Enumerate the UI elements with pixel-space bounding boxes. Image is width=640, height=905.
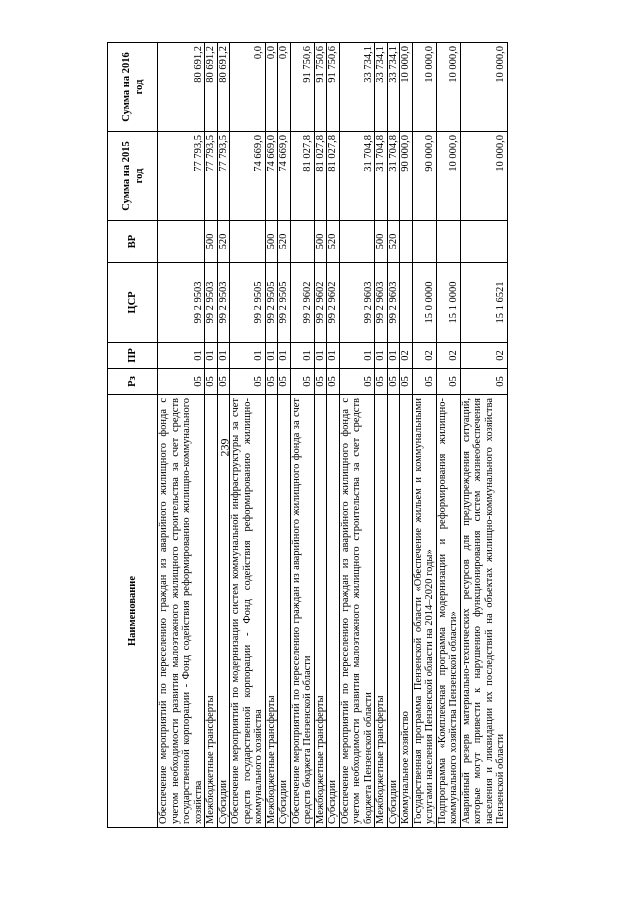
row-sum-2015: 31 704,8 xyxy=(387,132,400,221)
row-pr: 01 xyxy=(158,343,205,369)
row-csr: 99 2 9505 xyxy=(230,263,266,343)
row-csr: 99 2 9603 xyxy=(339,263,375,343)
col-header-name: Наименование xyxy=(108,395,158,828)
table-row xyxy=(375,43,388,828)
row-rz: 05 xyxy=(290,369,314,395)
col-header-csr: ЦСР xyxy=(108,263,158,343)
row-csr: 15 1 6521 xyxy=(460,263,507,343)
row-rz: 05 xyxy=(412,369,436,395)
row-sum-2015: 77 793,5 xyxy=(205,132,218,221)
table-row xyxy=(436,43,460,828)
row-vr: 520 xyxy=(387,221,400,263)
row-sum-2015: 77 793,5 xyxy=(158,132,205,221)
row-sum-2016: 10 000,0 xyxy=(400,43,413,132)
row-sum-2015: 74 669,0 xyxy=(230,132,266,221)
row-pr: 02 xyxy=(436,343,460,369)
row-rz: 05 xyxy=(460,369,507,395)
row-pr: 02 xyxy=(412,343,436,369)
row-sum-2015: 90 000,0 xyxy=(400,132,413,221)
row-vr xyxy=(436,221,460,263)
row-sum-2016: 33 734,1 xyxy=(339,43,375,132)
row-name: Межбюджетные трансферты xyxy=(375,395,388,828)
table-row xyxy=(387,43,400,828)
row-sum-2016: 91 750,6 xyxy=(290,43,314,132)
row-vr xyxy=(290,221,314,263)
row-csr: 99 2 9505 xyxy=(265,263,278,343)
table-header-row xyxy=(108,43,158,828)
row-csr: 99 2 9503 xyxy=(205,263,218,343)
table-row xyxy=(290,43,314,828)
row-name: Обеспечение мероприятий по модернизации систем коммунальной инфраструктуры за счет средств государственной корпорации - Фонд содействия реформированию жилищно-коммунального хозяйства xyxy=(230,395,266,828)
row-sum-2016: 33 734,1 xyxy=(375,43,388,132)
row-csr: 15 0 0000 xyxy=(412,263,436,343)
row-pr: 01 xyxy=(205,343,218,369)
row-csr: 99 2 9603 xyxy=(375,263,388,343)
row-sum-2016: 91 750,6 xyxy=(314,43,327,132)
row-csr: 99 2 9503 xyxy=(217,263,230,343)
row-csr: 99 2 9602 xyxy=(290,263,314,343)
row-csr: 99 2 9602 xyxy=(327,263,340,343)
row-sum-2016: 80 691,2 xyxy=(217,43,230,132)
row-sum-2016: 10 000,0 xyxy=(436,43,460,132)
row-csr: 15 1 0000 xyxy=(436,263,460,343)
row-vr: 500 xyxy=(265,221,278,263)
row-name: Субсидии xyxy=(278,395,291,828)
row-sum-2015: 81 027,8 xyxy=(290,132,314,221)
row-name: Субсидии xyxy=(387,395,400,828)
row-pr: 01 xyxy=(314,343,327,369)
col-header-rz: Рз xyxy=(108,369,158,395)
row-sum-2016: 0,0 xyxy=(230,43,266,132)
col-header-sum-2015: Сумма на 2015 год xyxy=(108,132,158,221)
table-row xyxy=(230,43,266,828)
row-pr: 02 xyxy=(400,343,413,369)
row-rz: 05 xyxy=(400,369,413,395)
row-rz: 05 xyxy=(436,369,460,395)
row-vr: 520 xyxy=(327,221,340,263)
row-sum-2015: 90 000,0 xyxy=(412,132,436,221)
row-sum-2015: 31 704,8 xyxy=(339,132,375,221)
row-vr xyxy=(339,221,375,263)
row-name: Аварийный резерв материально-технических ресурсов для предупреждения ситуаций, которые могут привести к нарушению функционирования систем жизнеобеспечения населения и ликвидации их последствий на объектах жилищно-коммунального хозяйства Пензенской области xyxy=(460,395,507,828)
row-sum-2015: 31 704,8 xyxy=(375,132,388,221)
col-header-pr: ПР xyxy=(108,343,158,369)
row-name: Субсидии xyxy=(327,395,340,828)
row-rz: 05 xyxy=(205,369,218,395)
row-csr: 99 2 9503 xyxy=(158,263,205,343)
row-sum-2015: 74 669,0 xyxy=(278,132,291,221)
row-sum-2015: 10 000,0 xyxy=(436,132,460,221)
table-row xyxy=(339,43,375,828)
row-pr: 01 xyxy=(217,343,230,369)
row-csr: 99 2 9505 xyxy=(278,263,291,343)
row-csr: 99 2 9602 xyxy=(314,263,327,343)
row-sum-2016: 91 750,6 xyxy=(327,43,340,132)
row-rz: 05 xyxy=(217,369,230,395)
row-rz: 05 xyxy=(375,369,388,395)
table-row xyxy=(158,43,205,828)
row-sum-2015: 10 000,0 xyxy=(460,132,507,221)
table-row xyxy=(460,43,507,828)
row-vr: 520 xyxy=(217,221,230,263)
row-rz: 05 xyxy=(265,369,278,395)
row-vr xyxy=(230,221,266,263)
table-row xyxy=(314,43,327,828)
table-row xyxy=(400,43,413,828)
row-pr: 01 xyxy=(265,343,278,369)
row-name: Межбюджетные трансферты xyxy=(314,395,327,828)
row-rz: 05 xyxy=(158,369,205,395)
row-name: Обеспечение мероприятий по переселению граждан из аварийного жилищного фонда за счет средств бюджета Пензенской области xyxy=(290,395,314,828)
table-body xyxy=(158,43,508,828)
table-row xyxy=(412,43,436,828)
row-pr: 01 xyxy=(339,343,375,369)
row-sum-2016: 80 691,2 xyxy=(158,43,205,132)
row-pr: 02 xyxy=(460,343,507,369)
row-sum-2015: 74 669,0 xyxy=(265,132,278,221)
row-vr xyxy=(460,221,507,263)
row-rz: 05 xyxy=(230,369,266,395)
row-vr: 500 xyxy=(314,221,327,263)
row-name: Межбюджетные трансферты xyxy=(265,395,278,828)
row-vr xyxy=(158,221,205,263)
row-name: Подпрограмма «Комплексная программа модернизации и реформирования жилищно-коммунального хозяйства Пензенской области» xyxy=(436,395,460,828)
row-sum-2016: 0,0 xyxy=(265,43,278,132)
row-rz: 05 xyxy=(278,369,291,395)
table-row xyxy=(205,43,218,828)
row-sum-2016: 10 000,0 xyxy=(460,43,507,132)
row-vr: 500 xyxy=(205,221,218,263)
row-csr xyxy=(400,263,413,343)
row-rz: 05 xyxy=(339,369,375,395)
row-rz: 05 xyxy=(387,369,400,395)
row-pr: 01 xyxy=(387,343,400,369)
col-header-vr: ВР xyxy=(108,221,158,263)
table-row xyxy=(327,43,340,828)
row-vr xyxy=(400,221,413,263)
row-sum-2016: 33 734,1 xyxy=(387,43,400,132)
row-pr: 01 xyxy=(278,343,291,369)
row-pr: 01 xyxy=(327,343,340,369)
row-name: Субсидии xyxy=(217,395,230,828)
row-pr: 01 xyxy=(230,343,266,369)
table-row xyxy=(217,43,230,828)
row-sum-2016: 80 691,2 xyxy=(205,43,218,132)
row-name: Обеспечение мероприятий по переселению граждан из аварийного жилищного фонда с учетом необходимости развития малоэтажного жилищного строительства за счет средств бюджета Пензенской области xyxy=(339,395,375,828)
row-sum-2015: 77 793,5 xyxy=(217,132,230,221)
row-name: Межбюджетные трансферты xyxy=(205,395,218,828)
row-sum-2015: 81 027,8 xyxy=(327,132,340,221)
budget-table xyxy=(107,42,508,828)
row-rz: 05 xyxy=(327,369,340,395)
row-vr: 500 xyxy=(375,221,388,263)
page-number: 239 xyxy=(217,438,232,457)
row-name: Коммунальное хозяйство xyxy=(400,395,413,828)
row-sum-2016: 10 000,0 xyxy=(412,43,436,132)
row-sum-2016: 0,0 xyxy=(278,43,291,132)
row-csr: 99 2 9603 xyxy=(387,263,400,343)
col-header-sum-2016: Сумма на 2016 год xyxy=(108,43,158,132)
row-vr: 520 xyxy=(278,221,291,263)
row-rz: 05 xyxy=(314,369,327,395)
table-row xyxy=(265,43,278,828)
row-sum-2015: 81 027,8 xyxy=(314,132,327,221)
row-name: Обеспечение мероприятий по переселению граждан из аварийного жилищного фонда с учетом необходимости развития малоэтажного жилищного строительства за счет средств государственной корпорации - Фонд содействия реформированию жилищно-коммунального хозяйства xyxy=(158,395,205,828)
budget-table-wrapper xyxy=(107,43,541,828)
row-pr: 01 xyxy=(375,343,388,369)
table-row xyxy=(278,43,291,828)
row-pr: 01 xyxy=(290,343,314,369)
row-name: Государственная программа Пензенской области «Обеспечение жильем и коммунальными услугами населения Пензенской области на 2014–2020 годы» xyxy=(412,395,436,828)
row-vr xyxy=(412,221,436,263)
